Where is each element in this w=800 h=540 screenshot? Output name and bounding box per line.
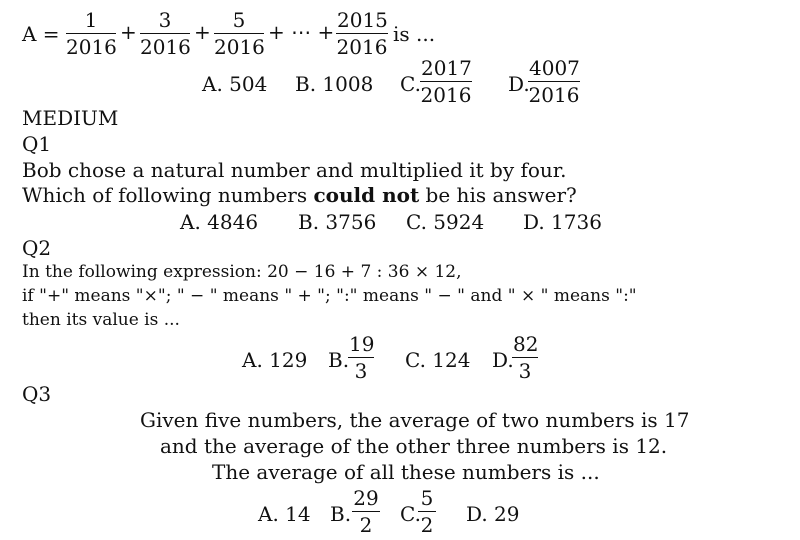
q1-label: Q1 [22, 132, 52, 156]
ellipsis-plus: + ⋯ + [268, 20, 335, 44]
fraction-denominator: 2 [359, 513, 373, 537]
top-option-c-prefix: C. [400, 72, 421, 96]
q3-label: Q3 [22, 382, 52, 406]
top-fraction-1 [66, 10, 116, 57]
q1-line2-before: Which of following numbers [22, 183, 314, 207]
q2-option-d-prefix: D. [492, 348, 514, 372]
q2-line3: then its value is ... [22, 310, 180, 330]
q3-option-a: A. 14 [258, 502, 311, 526]
fraction-denominator: 2 [420, 513, 434, 537]
fraction-denominator: 2016 [66, 35, 117, 59]
fraction-numerator: 2015 [337, 8, 388, 32]
q2-option-c: C. 124 [405, 348, 471, 372]
q1-line2-bold: could not [313, 183, 420, 207]
q2-option-d-fraction [512, 334, 538, 381]
q2-label: Q2 [22, 236, 52, 260]
fraction-numerator: 19 [349, 332, 375, 356]
q3-line2: and the average of the other three numbers is 12. [160, 434, 668, 458]
plus-sign: + [194, 20, 211, 44]
q3-option-b-prefix: B. [330, 502, 352, 526]
q2-option-a: A. 129 [242, 348, 308, 372]
top-option-b: B. 1008 [295, 72, 374, 96]
q1-line2-after: be his answer? [419, 183, 577, 207]
top-fraction-3 [214, 10, 264, 57]
q2-line2: if "+" means "×"; " − " means " + "; ":" means " − " and " × " means ":" [22, 286, 637, 306]
fraction-denominator: 2016 [420, 83, 472, 107]
fraction-numerator: 3 [140, 10, 190, 34]
q3-line1: Given five numbers, the average of two numbers is 17 [140, 408, 690, 432]
fraction-denominator: 2016 [140, 35, 191, 59]
q1-option-a: A. 4846 [180, 210, 259, 234]
q3-line3: The average of all these numbers is ... [212, 460, 600, 484]
fraction-numerator: 4007 [529, 56, 580, 80]
fraction-numerator: 2017 [421, 56, 472, 80]
plus-sign: + [120, 20, 137, 44]
fraction-denominator: 2016 [336, 35, 388, 59]
q1-option-d: D. 1736 [523, 210, 602, 234]
fraction-denominator: 3 [354, 359, 368, 383]
q2-option-b-fraction [348, 334, 374, 381]
top-option-d-fraction [528, 58, 580, 105]
fraction-denominator: 3 [518, 359, 532, 383]
fraction-numerator: 29 [353, 486, 379, 510]
q2-line1: In the following expression: 20 − 16 + 7 : 36 × 12, [22, 262, 462, 282]
fraction-denominator: 2016 [214, 35, 265, 59]
q3-option-c-fraction [418, 488, 436, 535]
top-tail: is ... [393, 22, 436, 46]
top-option-a: A. 504 [202, 72, 268, 96]
top-option-d-prefix: D. [508, 72, 530, 96]
fraction-numerator: 1 [66, 10, 116, 34]
fraction-numerator: 5 [418, 488, 436, 512]
top-option-c-fraction [420, 58, 472, 105]
top-fraction-4 [336, 10, 388, 57]
q3-option-c-prefix: C. [400, 502, 421, 526]
q1-option-b: B. 3756 [298, 210, 377, 234]
fraction-numerator: 5 [214, 10, 264, 34]
top-fraction-2 [140, 10, 190, 57]
q3-option-d: D. 29 [466, 502, 520, 526]
section-title: MEDIUM [22, 106, 119, 130]
q1-line2 [22, 185, 577, 205]
q1-option-c: C. 5924 [406, 210, 485, 234]
q2-option-b-prefix: B. [328, 348, 350, 372]
top-lhs: A = [22, 22, 60, 46]
fraction-denominator: 2016 [528, 83, 580, 107]
fraction-numerator: 82 [513, 332, 539, 356]
q1-line1: Bob chose a natural number and multiplied it by four. [22, 158, 567, 182]
q3-option-b-fraction [352, 488, 380, 535]
